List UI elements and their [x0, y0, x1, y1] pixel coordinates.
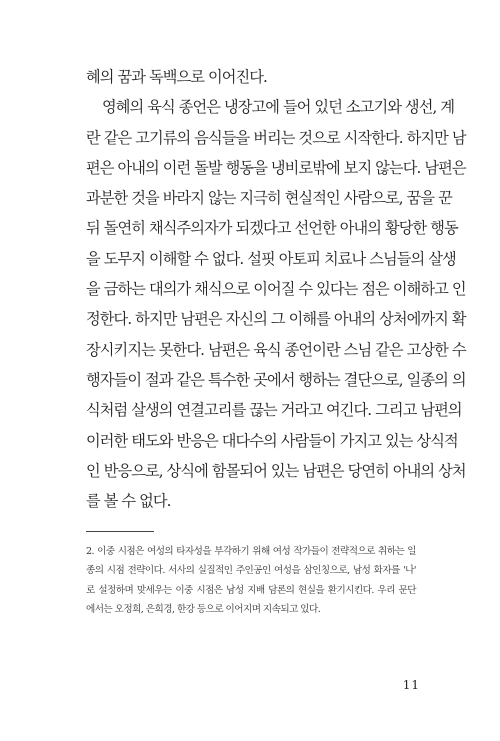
- footnote-line: 에서는 오정희, 은희경, 한강 등으로 이어지며 지속되고 있다.: [86, 604, 321, 616]
- body-line: 을 금하는 대의가 채식으로 이어질 수 있다는 점은 이해하고 인: [86, 280, 466, 299]
- body-line: 장시키지는 못한다. 남편은 육식 종언이란 스님 같은 고상한 수: [86, 340, 466, 359]
- body-line: 영혜의 육식 종언은 냉장고에 들어 있던 소고기와 생선, 계: [102, 98, 455, 117]
- body-line: 을 도무지 이해할 수 없다. 설핏 아토피 치료나 스님들의 살생: [86, 249, 456, 268]
- footnote-line: 종의 시점 전략이다. 서사의 실질적인 주인공인 여성을 삼인칭으로, 남성 화자를 '나': [86, 565, 416, 577]
- footnote: [86, 542, 416, 620]
- body-line: 를 볼 수 없다.: [86, 492, 171, 511]
- body-line: 행자들이 절과 같은 특수한 곳에서 행하는 결단으로, 일종의 의: [86, 370, 466, 389]
- footnote-divider: [86, 531, 154, 532]
- body-line: 인 반응으로, 상식에 함몰되어 있는 남편은 당연히 아내의 상처: [86, 461, 466, 480]
- body-text: [86, 62, 466, 516]
- body-line: 편은 아내의 이런 돌발 행동을 냉비로밖에 보지 않는다. 남편은: [86, 158, 466, 177]
- footnote-line: 로 설정하며 맞세우는 이중 시점은 남성 지배 담론의 현실을 환기시킨다. 우리 문단: [86, 584, 416, 596]
- footnote-line: 2. 이중 시점은 여성의 타자성을 부각하기 위해 여성 작가들이 전략적으로 취하는 일: [86, 546, 416, 557]
- body-line: 과분한 것을 바라지 않는 지극히 현실적인 사람으로, 꿈을 꾼: [86, 189, 452, 208]
- body-line: 뒤 돌연히 채식주의자가 되겠다고 선언한 아내의 황당한 행동: [86, 219, 458, 238]
- body-line: 혜의 꿈과 독백으로 이어진다.: [86, 68, 267, 86]
- body-line: 정한다. 하지만 남편은 자신의 그 이해를 아내의 상처에까지 확: [86, 310, 466, 329]
- body-line: 식처럼 살생의 연결고리를 끊는 거라고 여긴다. 그리고 남편의: [86, 401, 462, 420]
- page-number: 11: [402, 678, 420, 692]
- body-line: 란 같은 고기류의 음식들을 버리는 것으로 시작한다. 하지만 남: [86, 128, 466, 147]
- body-line: 이러한 태도와 반응은 대다수의 사람들이 가지고 있는 상식적: [86, 431, 458, 450]
